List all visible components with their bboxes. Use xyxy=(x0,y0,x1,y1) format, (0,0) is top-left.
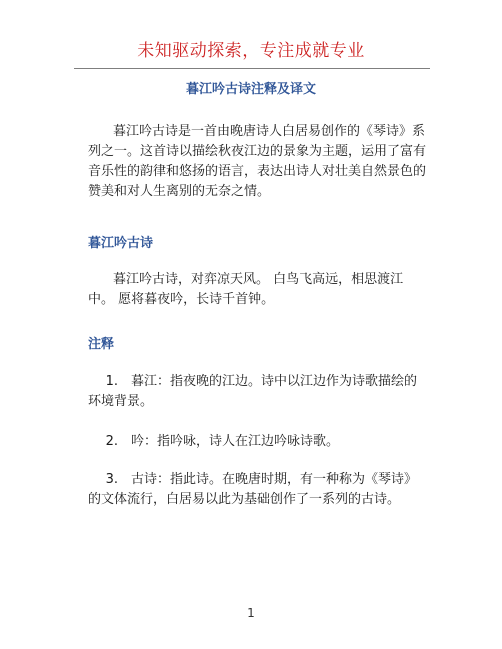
note-item xyxy=(88,470,428,510)
poem-paragraph xyxy=(88,270,428,310)
note-number: 2. xyxy=(105,434,118,449)
poem-section-heading: 暮江吟古诗 xyxy=(88,236,154,251)
page-number: 1 xyxy=(247,606,255,620)
note-item xyxy=(88,372,428,412)
note-text: 古诗：指此诗。在晚唐时期，有一种称为《琴诗》的文体流行，白居易以此为基础创作了一系列的古诗。 xyxy=(88,472,418,507)
notes-section-heading: 注释 xyxy=(88,337,115,352)
intro-paragraph xyxy=(88,122,428,202)
header-banner: 未知驱动探索，专注成就专业 xyxy=(137,41,365,61)
header-divider xyxy=(74,68,430,69)
note-number: 1. xyxy=(105,374,118,389)
intro-paragraph-text: 暮江吟古诗是一首由晚唐诗人白居易创作的《琴诗》系列之一。这首诗以描绘秋夜江边的景象为主题，运用了富有音乐性的韵律和悠扬的语言，表达出诗人对壮美自然景色的赞美和对人生离别的无奈之情。 xyxy=(88,124,427,199)
note-text: 暮江：指夜晚的江边。诗中以江边作为诗歌描绘的环境背景。 xyxy=(88,374,418,409)
document-title: 暮江吟古诗注释及译文 xyxy=(185,82,316,97)
note-number: 3. xyxy=(105,472,118,487)
note-text: 吟：指吟咏，诗人在江边吟咏诗歌。 xyxy=(131,434,340,449)
note-item xyxy=(88,432,428,452)
poem-text: 暮江吟古诗，对弈凉天风。 白鸟飞高远，相思渡江中。 愿将暮夜吟，长诗千首钟。 xyxy=(88,272,404,307)
